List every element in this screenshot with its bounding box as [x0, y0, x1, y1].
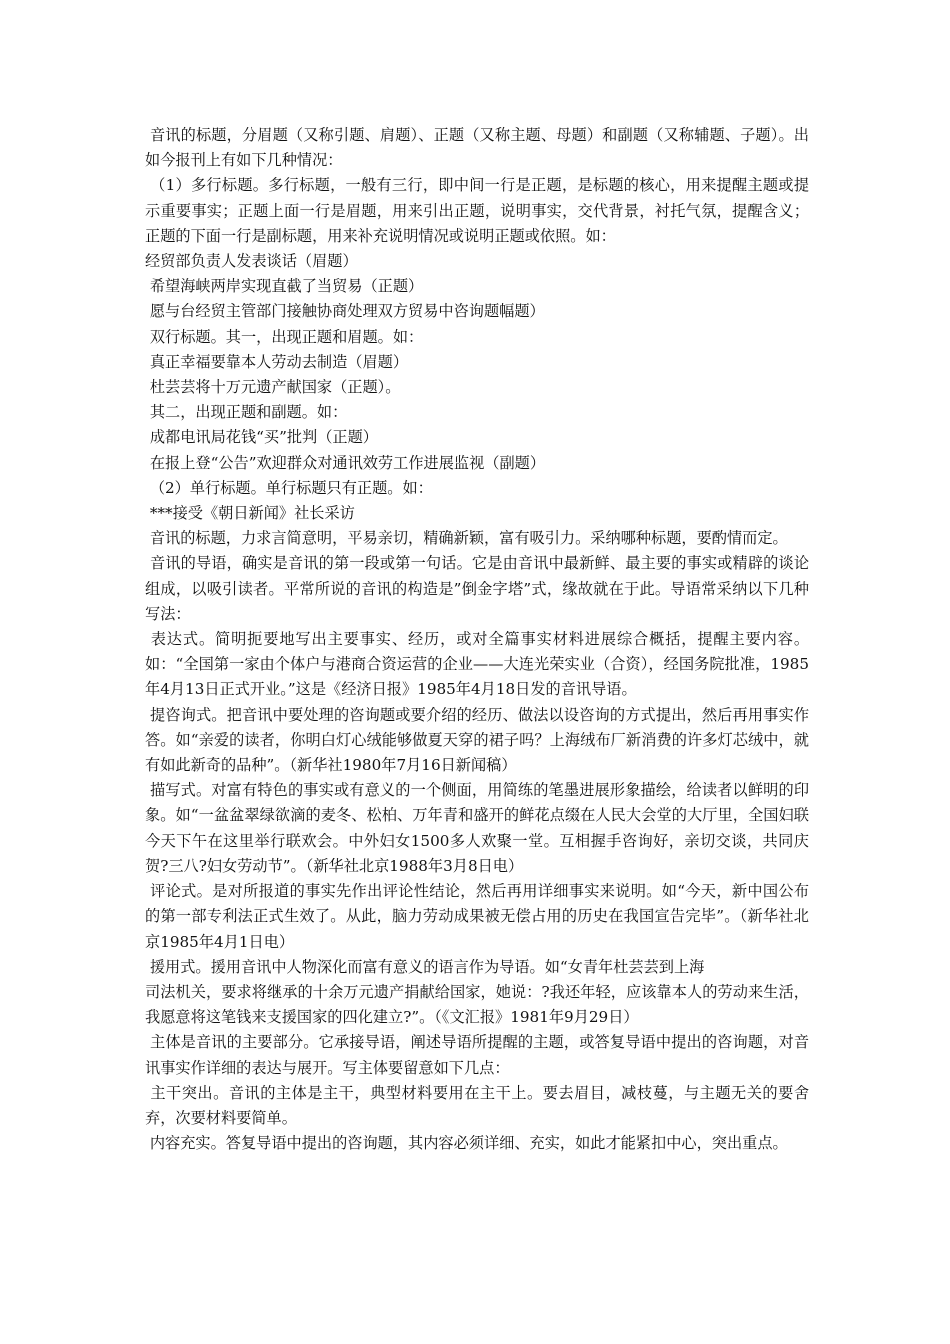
- paragraph: 在报上登“公告”欢迎群众对通讯效劳工作进展监视（副题）: [145, 453, 546, 472]
- paragraph: 主干突出。音讯的主体是主干，典型材料要用在主干上。要去眉目，减枝蔓，与主题无关的要舍弃，次要材料要简单。: [145, 1083, 810, 1127]
- paragraph: 希望海峡两岸实现直截了当贸易（正题）: [145, 277, 424, 296]
- paragraph: 音讯的标题，分眉题（又称引题、肩题）、正题（又称主题、母题）和副题（又称辅题、子题）。出如今报刊上有如下几种情况：: [145, 126, 809, 170]
- paragraph: 双行标题。其一，出现正题和眉题。如：: [145, 327, 424, 346]
- paragraph: 经贸部负责人发表谈话（眉题）: [145, 252, 358, 271]
- paragraph: 真正幸福要靠本人劳动去制造（眉题）: [145, 352, 409, 371]
- paragraph: 评论式。是对所报道的事实先作出评论性结论，然后再用详细事实来说明。如“今天，新中国公布的第一部专利法正式生效了。从此，脑力劳动成果被无偿占用的历史在我国宣告完毕”。（新华社北京1985年4月1日电）: [145, 882, 810, 951]
- paragraph: 其二，出现正题和副题。如：: [145, 403, 348, 422]
- paragraph: 杜芸芸将十万元遗产献国家（正题）。: [145, 378, 401, 397]
- document-page: [145, 123, 809, 1156]
- paragraph: 内容充实。答复导语中提出的咨询题，其内容必须详细、充实，如此才能紧扣中心，突出重点。: [145, 1134, 788, 1153]
- paragraph: ***接受《朝日新闻》社长采访: [145, 504, 355, 523]
- paragraph: 提咨询式。把音讯中要处理的咨询题或要介绍的经历、做法以设咨询的方式提出，然后再用事实作答。如“亲爱的读者，你明白灯心绒能够做夏天穿的裙子吗？上海绒布厂新消费的许多灯芯绒中，就有如此新奇的品种”。（新华社1980年7月16日新闻稿）: [145, 705, 810, 775]
- paragraph: 音讯的导语，确实是音讯的第一段或第一句话。它是由音讯中最新鲜、最主要的事实或精辟的谈论组成，以吸引读者。平常所说的音讯的构造是”倒金字塔”式，缘故就在于此。导语常采纳以下几种写法：: [145, 554, 810, 623]
- paragraph: 音讯的标题，力求言简意明，平易亲切，精确新颖，富有吸引力。采纳哪种标题，要酌情而定。: [145, 529, 788, 548]
- paragraph: 描写式。对富有特色的事实或有意义的一个侧面，用简练的笔墨进展形象描绘，给读者以鲜明的印象。如“一盆盆翠绿欲滴的麦冬、松柏、万年青和盛开的鲜花点缀在人民大会堂的大厅里，全国妇联今天下午在这里举行联欢会。中外妇女1500多人欢聚一堂。互相握手咨询好，亲切交谈，共同庆贺?三八?妇女劳动节”。（新华社北京1988年3月8日电）: [145, 781, 810, 875]
- paragraph: 主体是音讯的主要部分。它承接导语，阐述导语所提醒的主题，或答复导语中提出的咨询题，对音讯事实作详细的表达与展开。写主体要留意如下几点：: [145, 1033, 810, 1077]
- paragraph: （2）单行标题。单行标题只有正题。如：: [145, 478, 433, 497]
- paragraph: 援用式。援用音讯中人物深化而富有意义的语言作为导语。如“女青年杜芸芸到上海: [145, 957, 705, 976]
- paragraph: （1）多行标题。多行标题，一般有三行，即中间一行是正题，是标题的核心，用来提醒主题或提示重要事实；正题上面一行是眉题，用来引出正题，说明事实，交代背景，衬托气氛，提醒含义；正题的下面一行是副标题，用来补充说明情况或说明正题或依照。如：: [145, 176, 810, 245]
- paragraph: 司法机关，要求将继承的十余万元遗产捐献给国家，她说：?我还年轻，应该靠本人的劳动来生活，我愿意将这笔钱来支援国家的四化建立?”。（《文汇报》1981年9月29日）: [145, 982, 809, 1027]
- paragraph: 成都电讯局花钱“买”批判（正题）: [145, 428, 378, 447]
- paragraph: 愿与台经贸主管部门接触协商处理双方贸易中咨询题幅题）: [145, 302, 545, 321]
- paragraph: 表达式。简明扼要地写出主要事实、经历，或对全篇事实材料进展综合概括，提醒主要内容。如：“全国第一家由个体户与港商合资运营的企业——大连光荣实业（合资），经国务院批准，1985年4月13日正式开业。”这是《经济日报》1985年4月18日发的音讯导语。: [145, 630, 810, 699]
